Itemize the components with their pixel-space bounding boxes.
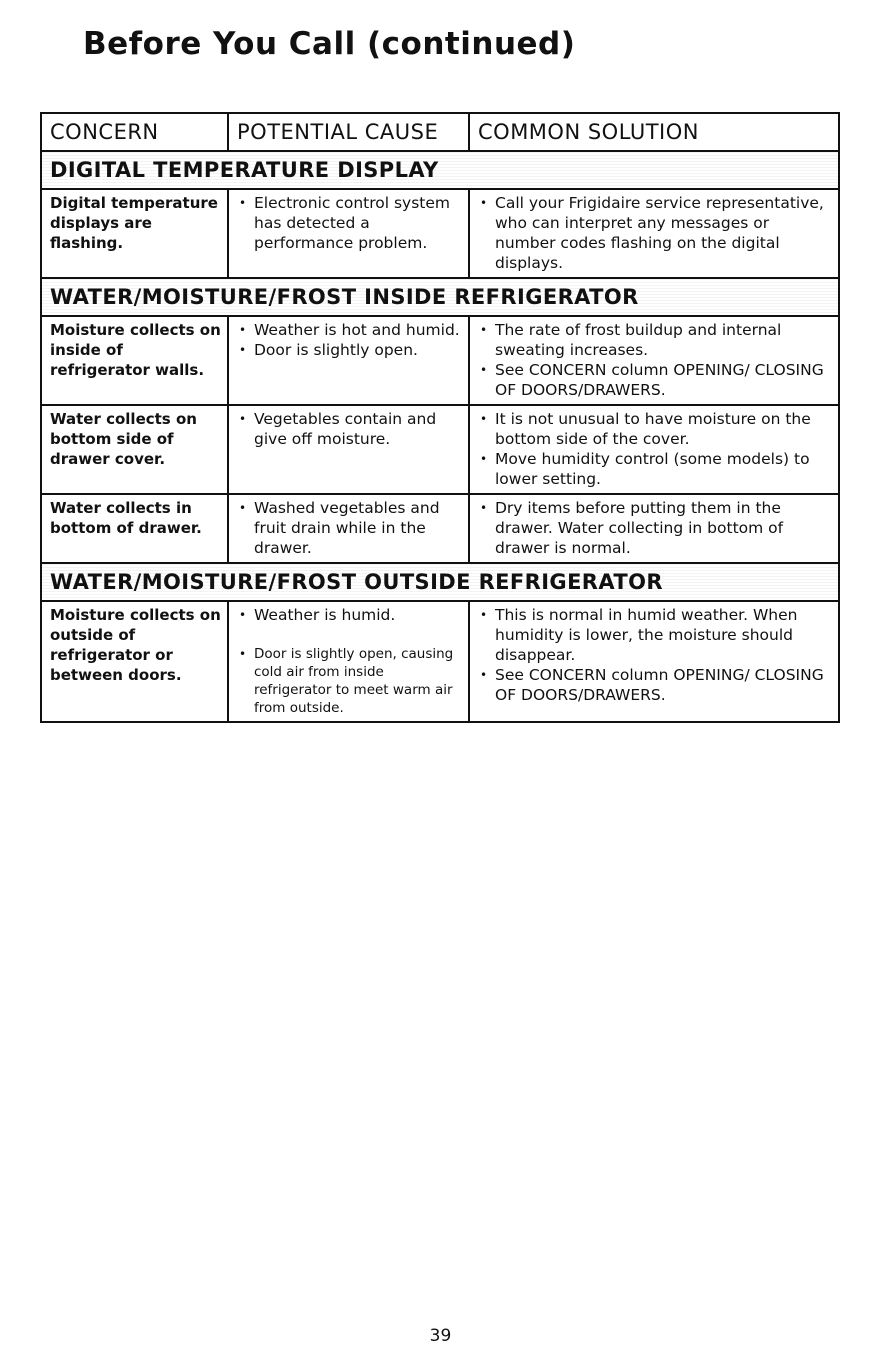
header-concern: CONCERN (50, 120, 159, 144)
troubleshooting-table (40, 112, 840, 723)
concern-cell: Water collects on bottom side of drawer cover. (50, 410, 197, 468)
solution-cell (468, 406, 838, 493)
cause-item: • Door is slightly open. (237, 340, 462, 360)
page-title: Before You Call (continued) (83, 26, 576, 62)
cause-cell (227, 190, 468, 277)
solution-item: • This is normal in humid weather. When humidity is lower, the moisture should disappear. (478, 605, 832, 665)
table-row (42, 406, 838, 495)
cause-cell (227, 406, 468, 493)
section-heading-digital-temperature-display: DIGITAL TEMPERATURE DISPLAY (42, 152, 838, 190)
cause-item: • Vegetables contain and give off moisture. (237, 409, 462, 449)
solution-item: • The rate of frost buildup and internal sweating increases. (478, 320, 832, 360)
cause-item: • Weather is hot and humid. (237, 320, 462, 340)
cause-item: • Electronic control system has detected a performance problem. (237, 193, 462, 253)
concern-cell: Water collects in bottom of drawer. (50, 499, 202, 537)
solution-item: • See CONCERN column OPENING/ CLOSING OF DOORS/DRAWERS. (478, 360, 832, 400)
solution-item: • It is not unusual to have moisture on the bottom side of the cover. (478, 409, 832, 449)
solution-cell (468, 190, 838, 277)
concern-cell: Digital temperature displays are flashing. (50, 194, 218, 252)
table-row (42, 602, 838, 721)
header-potential-cause: POTENTIAL CAUSE (227, 114, 468, 150)
page-number: 39 (429, 1326, 452, 1346)
table-row (42, 495, 838, 564)
cause-item: • Door is slightly open, causing cold air from inside refrigerator to meet warm air from outside. (237, 645, 462, 717)
cause-item: • Washed vegetables and fruit drain while in the drawer. (237, 498, 462, 558)
solution-cell (468, 602, 838, 721)
table-row (42, 317, 838, 406)
solution-item: • Dry items before putting them in the drawer. Water collecting in bottom of drawer is normal. (478, 498, 832, 558)
solution-cell (468, 495, 838, 562)
solution-item: • See CONCERN column OPENING/ CLOSING OF DOORS/DRAWERS. (478, 665, 832, 705)
solution-cell (468, 317, 838, 404)
solution-item: • Call your Frigidaire service representative, who can interpret any messages or number codes flashing on the digital displays. (478, 193, 832, 273)
concern-cell: Moisture collects on outside of refrigerator or between doors. (50, 606, 221, 684)
cause-cell (227, 317, 468, 404)
section-heading-moisture-inside: WATER/MOISTURE/FROST INSIDE REFRIGERATOR (42, 279, 838, 317)
concern-cell: Moisture collects on inside of refrigerator walls. (50, 321, 221, 379)
table-row (42, 190, 838, 279)
cause-cell (227, 495, 468, 562)
table-header-row (42, 114, 838, 152)
cause-item: • Weather is humid. (237, 605, 462, 625)
cause-cell (227, 602, 468, 721)
header-common-solution: COMMON SOLUTION (468, 114, 838, 150)
solution-item: • Move humidity control (some models) to lower setting. (478, 449, 832, 489)
section-heading-moisture-outside: WATER/MOISTURE/FROST OUTSIDE REFRIGERATOR (42, 564, 838, 602)
